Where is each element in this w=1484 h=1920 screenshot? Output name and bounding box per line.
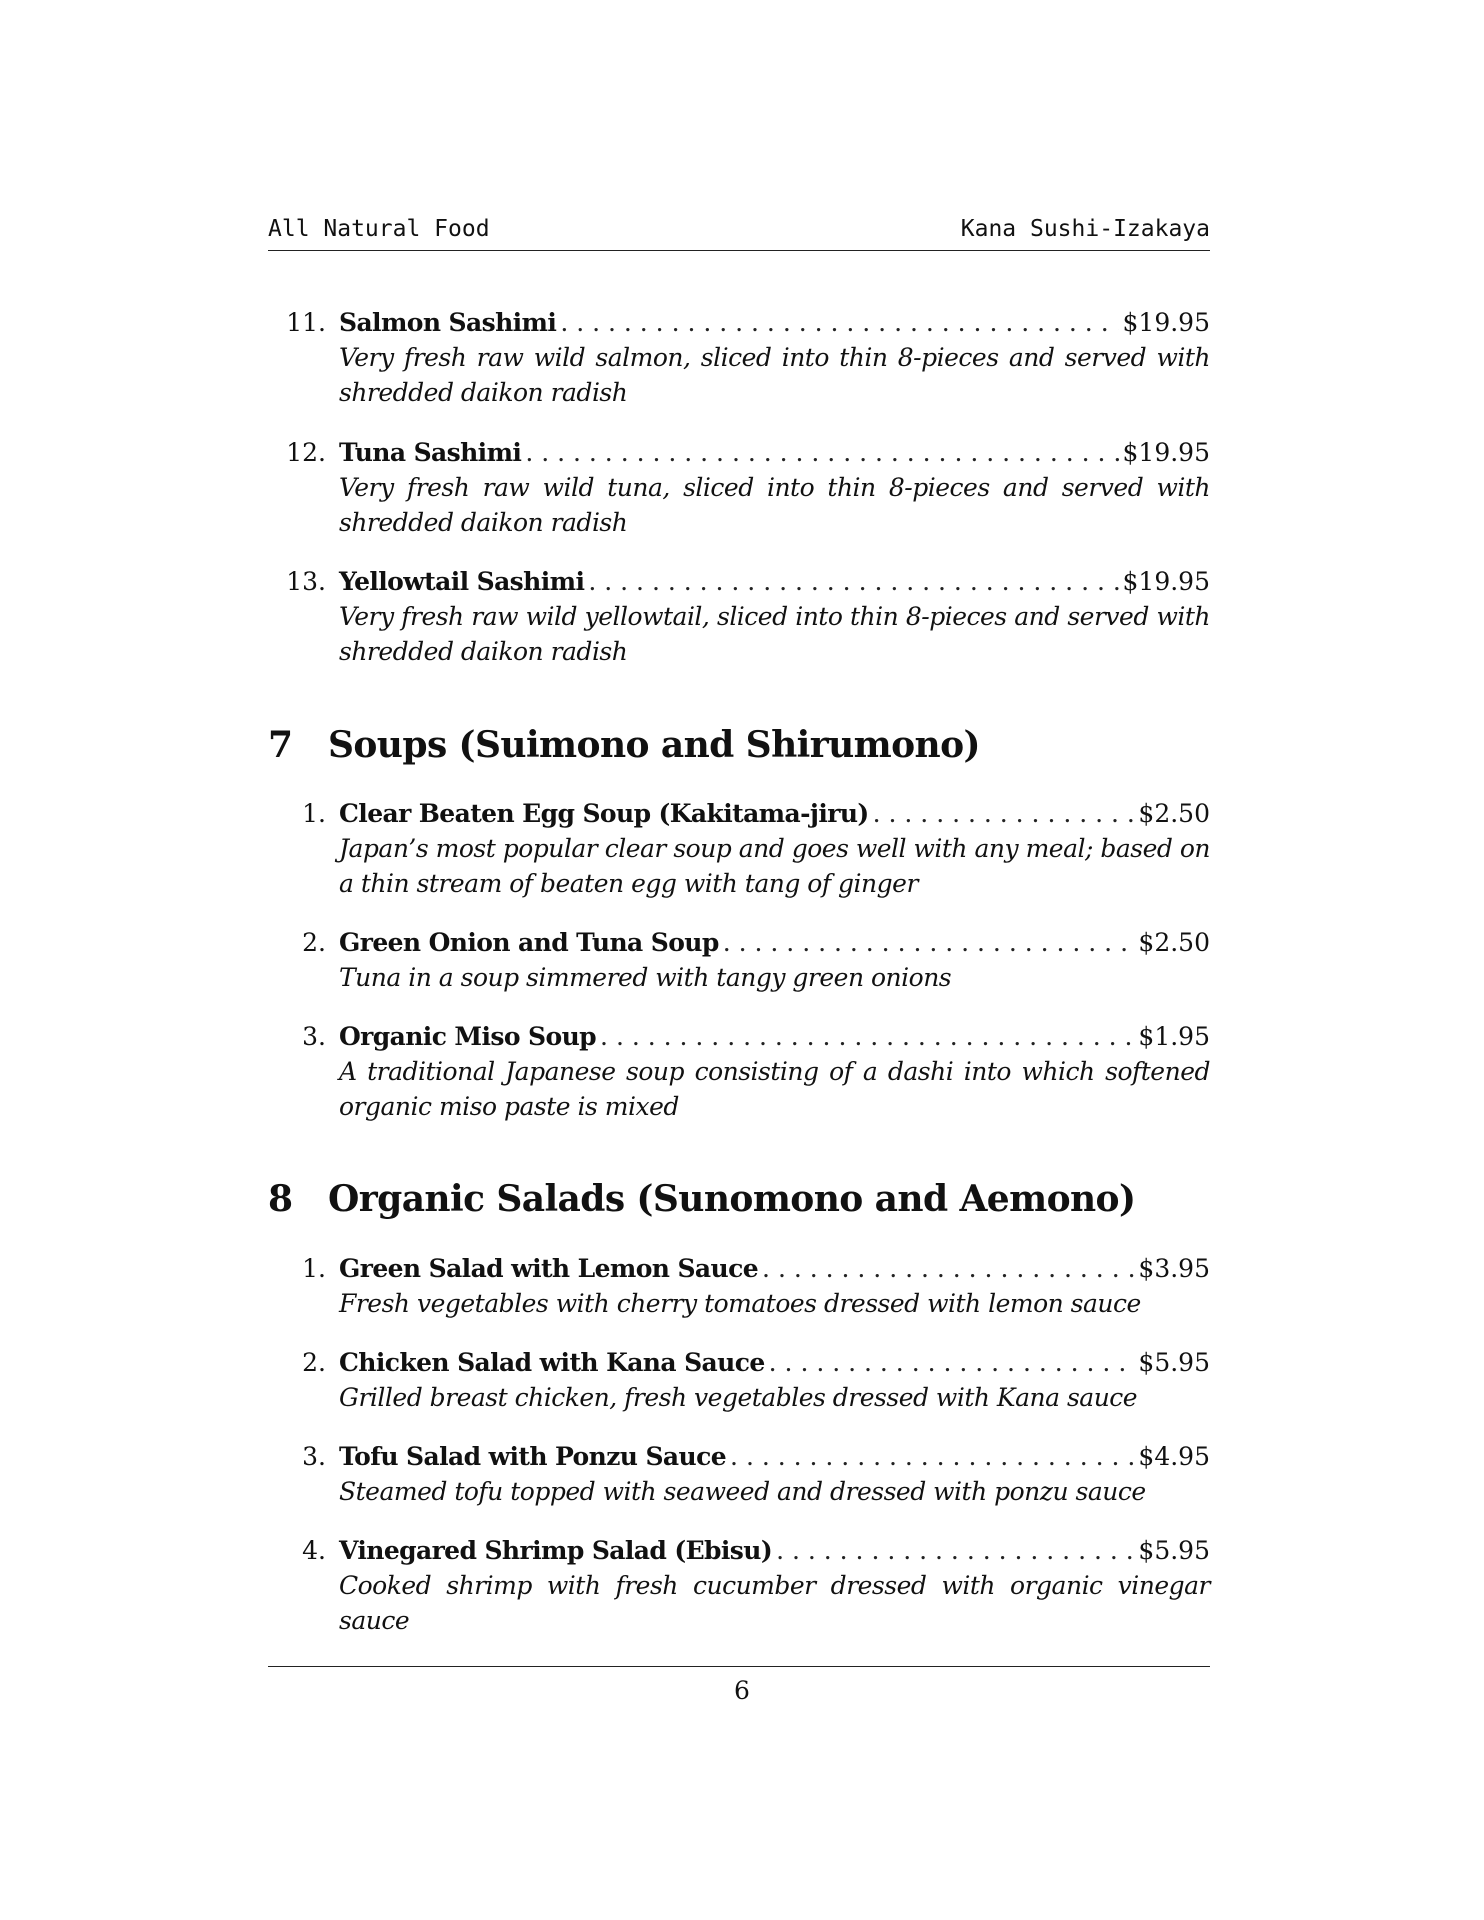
dot-leader [525,436,1118,470]
item-price: $5.95 [1138,1536,1210,1565]
item-name: Chicken Salad with Kana Sauce [339,1348,765,1377]
menu-item [268,1534,1210,1638]
item-number: 1. [302,1254,326,1283]
dot-leader [730,1440,1134,1474]
item-name: Green Salad with Lemon Sauce [339,1254,759,1283]
item-price: $1.95 [1138,1022,1210,1051]
dot-leader [776,1534,1134,1568]
menu-item [268,1020,1210,1124]
menu-item [268,1440,1210,1509]
item-price: $4.95 [1138,1442,1210,1471]
page-number: 6 [734,1676,750,1705]
item-name: Tofu Salad with Ponzu Sauce [339,1442,727,1471]
item-price: $19.95 [1122,438,1210,467]
header-left-text: All Natural Food [268,216,490,242]
dot-leader [723,926,1135,960]
item-description: Tuna in a soup simmered with tangy green onions [339,963,952,992]
section-title: Soups (Suimono and Shirumono) [328,724,980,766]
header-right-text: Kana Sushi-Izakaya [960,216,1210,242]
section-heading [268,1177,1210,1221]
section-number: 7 [268,724,293,766]
item-price: $19.95 [1122,308,1210,337]
menu-item [268,926,1210,995]
item-number: 11. [286,308,326,337]
item-description: Very fresh raw wild salmon, sliced into thin 8-pieces and served with shredded daikon radish [339,343,1210,407]
item-number: 2. [302,1348,326,1377]
item-name: Green Onion and Tuna Soup [339,928,719,957]
item-name: Clear Beaten Egg Soup (Kakitama-jiru) [339,799,869,828]
section-number: 8 [268,1178,293,1220]
item-number: 4. [302,1536,326,1565]
menu-item [268,797,1210,901]
item-number: 3. [302,1022,326,1051]
item-price: $5.95 [1138,1348,1210,1377]
item-price: $2.50 [1138,928,1210,957]
running-header [268,214,1210,251]
item-description: Japan’s most popular clear soup and goes well with any meal; based on a thin stream of beaten egg with tang of ginger [339,834,1210,898]
item-description: Cooked shrimp with fresh cucumber dressed with organic vinegar sauce [339,1571,1210,1635]
item-number: 1. [302,799,326,828]
item-name: Vinegared Shrimp Salad (Ebisu) [339,1536,773,1565]
item-description: Steamed tofu topped with seaweed and dressed with ponzu sauce [339,1477,1146,1506]
dot-leader [873,797,1135,831]
footer-rule [268,1666,1210,1667]
item-name: Tuna Sashimi [339,438,522,467]
menu-item [268,565,1210,669]
item-number: 13. [286,567,326,596]
item-number: 3. [302,1442,326,1471]
menu-item [268,1252,1210,1321]
menu-item [268,1346,1210,1415]
dot-leader [600,1020,1134,1054]
dot-leader [769,1346,1135,1380]
item-number: 2. [302,928,326,957]
dot-leader [588,565,1118,599]
item-description: A traditional Japanese soup consisting of a dashi into which softened organic miso paste is mixed [339,1057,1210,1121]
item-description: Grilled breast chicken, fresh vegetables dressed with Kana sauce [339,1383,1138,1412]
menu-item [268,306,1210,410]
item-price: $3.95 [1138,1254,1210,1283]
item-name: Yellowtail Sashimi [339,567,585,596]
section-heading [268,723,1210,767]
item-description: Fresh vegetables with cherry tomatoes dressed with lemon sauce [339,1289,1141,1318]
item-description: Very fresh raw wild yellowtail, sliced into thin 8-pieces and served with shredded daikon radish [339,602,1210,666]
item-name: Organic Miso Soup [339,1022,597,1051]
menu-item [268,436,1210,540]
dot-leader [762,1252,1134,1286]
section-title: Organic Salads (Sunomono and Aemono) [328,1178,1136,1220]
item-description: Very fresh raw wild tuna, sliced into thin 8-pieces and served with shredded daikon radish [339,473,1210,537]
item-price: $2.50 [1138,799,1210,828]
item-number: 12. [286,438,326,467]
dot-leader [560,306,1118,340]
item-name: Salmon Sashimi [339,308,557,337]
item-price: $19.95 [1122,567,1210,596]
